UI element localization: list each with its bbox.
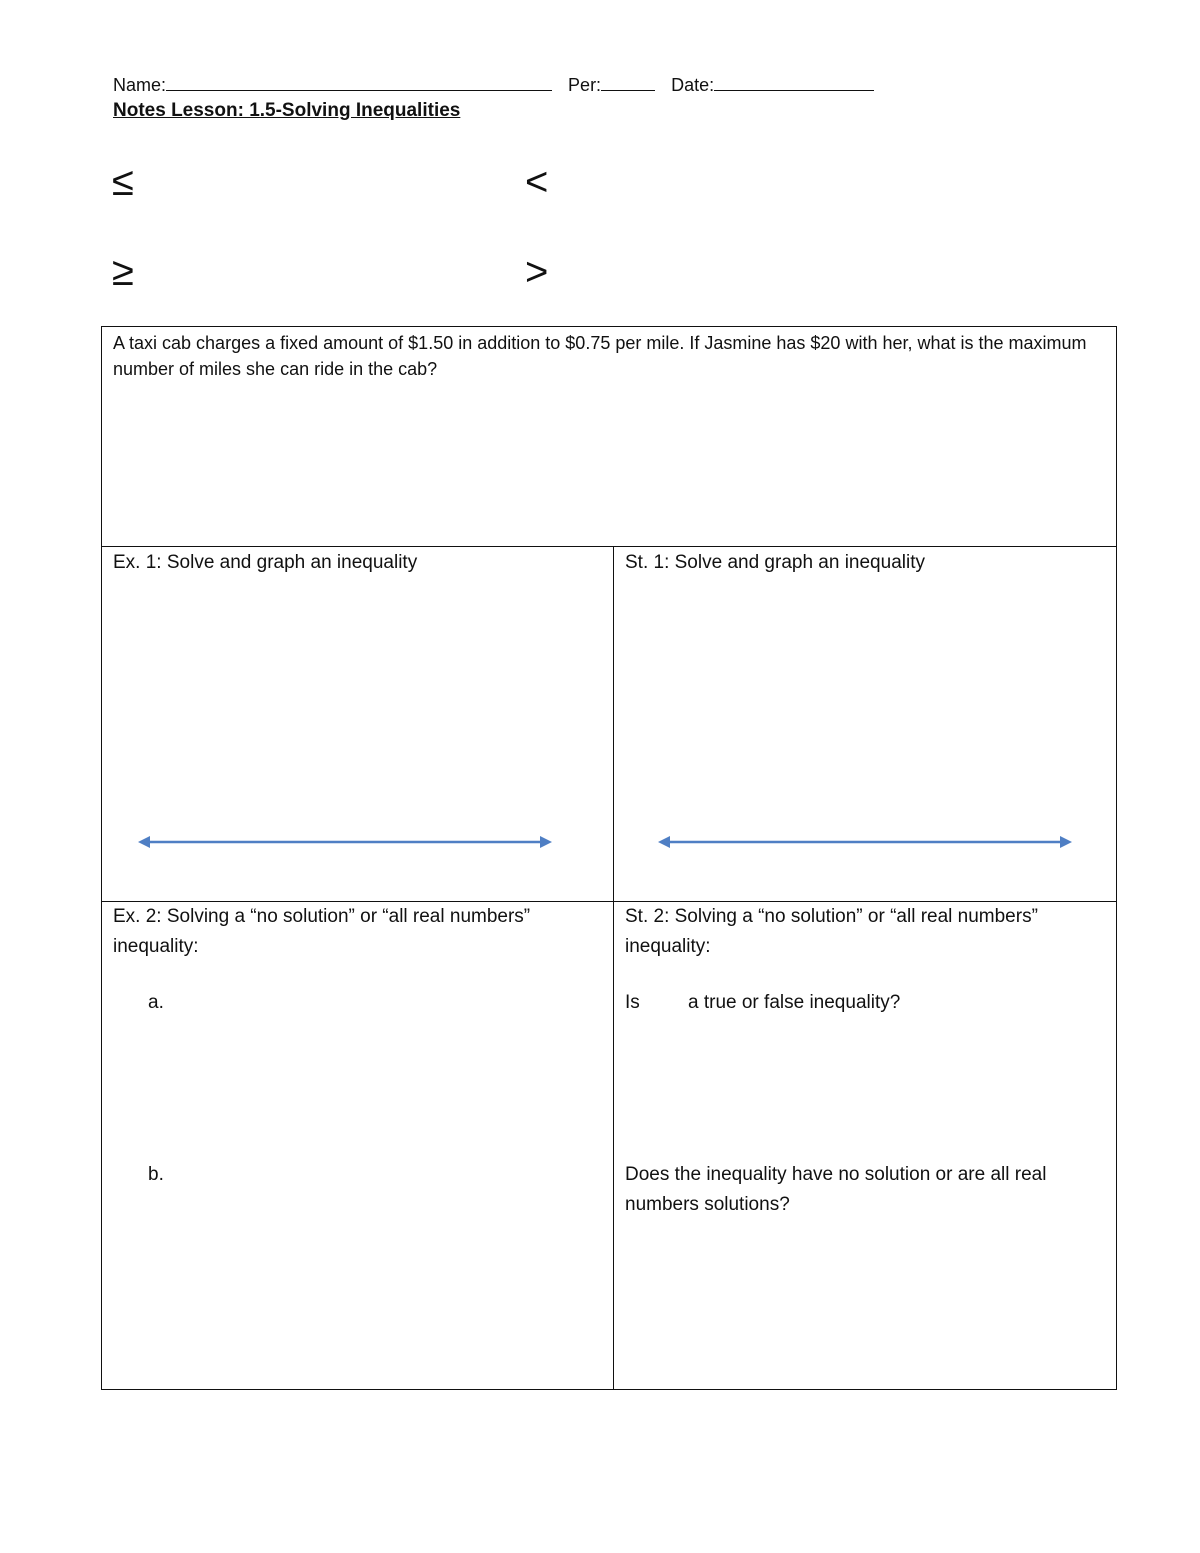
right-arrow-icon: [540, 836, 552, 848]
per-blank[interactable]: [601, 74, 655, 91]
ex1-label: Ex. 1: Solve and graph an inequality: [113, 552, 418, 573]
date-label: Date:: [671, 75, 715, 95]
left-arrow-icon: [138, 836, 150, 848]
greater-symbol: >: [525, 250, 549, 294]
left-arrow-icon: [658, 836, 670, 848]
right-arrow-icon: [1060, 836, 1072, 848]
row-divider-1: [102, 546, 1116, 547]
st1-number-line: [656, 830, 1076, 854]
column-divider: [613, 546, 614, 1389]
page-title: Notes Lesson: 1.5-Solving Inequalities: [113, 100, 461, 121]
per-label: Per:: [568, 75, 602, 95]
name-label: Name:: [113, 75, 167, 95]
date-blank[interactable]: [714, 74, 874, 91]
ex2-part-b: b.: [148, 1164, 164, 1185]
st2-label: St. 2: Solving a “no solution” or “all real numbers” inequality:: [625, 906, 1038, 957]
ex2-label: Ex. 2: Solving a “no solution” or “all real numbers” inequality:: [113, 906, 531, 957]
st2-question-2: Does the inequality have no solution or are all real numbers solutions?: [625, 1164, 1047, 1215]
st1-label: St. 1: Solve and graph an inequality: [625, 552, 925, 573]
st2-question-1: a true or false inequality?: [688, 992, 901, 1013]
less-symbol: <: [525, 160, 549, 204]
ex2-part-a: a.: [148, 992, 164, 1013]
header-line: [113, 74, 874, 96]
notes-table: [101, 326, 1117, 1390]
taxi-problem-text: A taxi cab charges a fixed amount of $1.50 in addition to $0.75 per mile. If Jasmine has $20 with her, what is the maximum number of miles she can ride in the cab?: [113, 333, 1087, 379]
name-blank[interactable]: [166, 74, 552, 91]
less-equal-symbol: ≤: [112, 160, 134, 204]
ex1-number-line: [136, 830, 556, 854]
st2-is-label: Is: [625, 992, 640, 1013]
greater-equal-symbol: ≥: [112, 250, 134, 294]
